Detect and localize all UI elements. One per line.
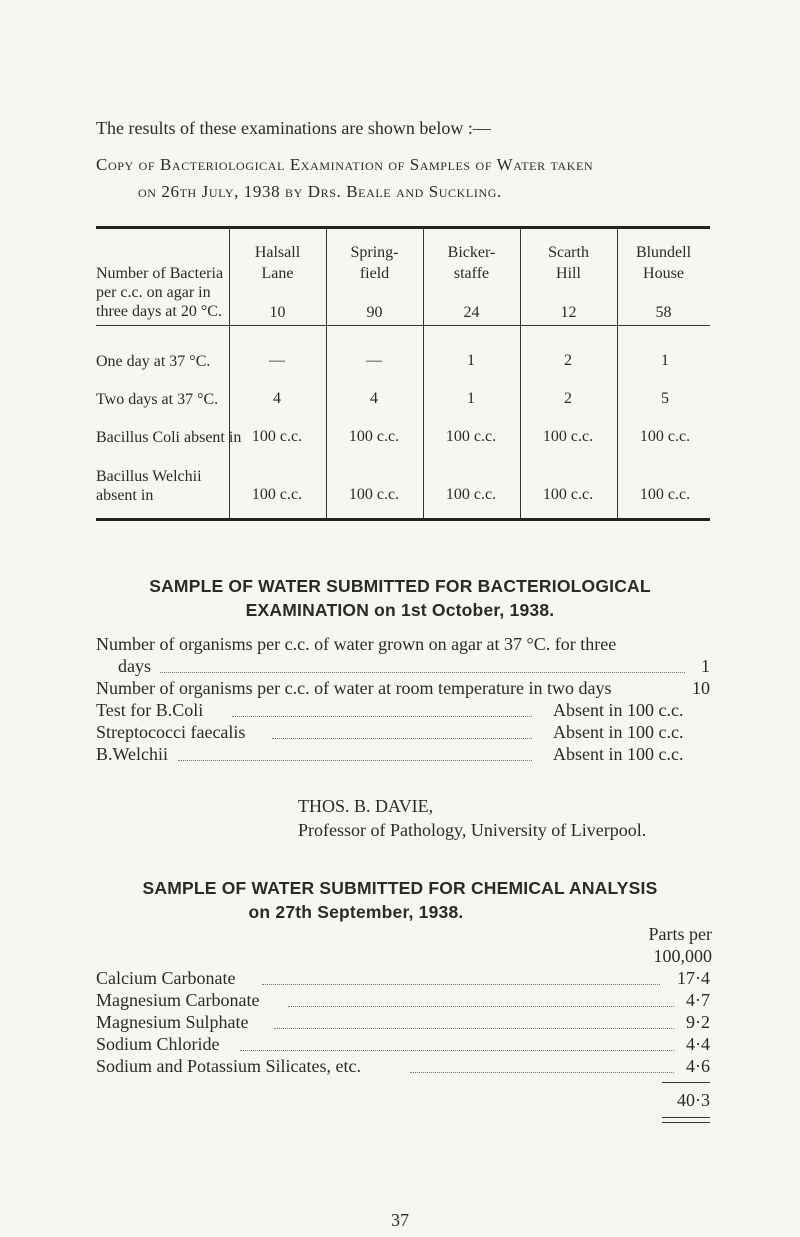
column-name: field [359, 265, 390, 282]
section-heading: SAMPLE OF WATER SUBMITTED FOR BACTERIOLOGICAL [149, 576, 651, 596]
chemical-label: Magnesium Sulphate [96, 1012, 249, 1032]
chemical-total: 40·3 [677, 1090, 710, 1110]
table-cell: 100 c.c. [542, 428, 594, 445]
column-name: Hill [556, 265, 581, 282]
table-cell: 4 [273, 390, 281, 407]
table-cell: 2 [564, 352, 572, 369]
column-name: Spring- [350, 244, 399, 261]
section-heading: SAMPLE OF WATER SUBMITTED FOR CHEMICAL ANALYSIS [142, 878, 658, 898]
chemical-value: 17·4 [677, 968, 710, 988]
chemical-label: Sodium Chloride [96, 1034, 220, 1054]
chemical-value: 4·7 [686, 990, 710, 1010]
column-name: staffe [453, 265, 490, 282]
organisms-room-line: Number of organisms per c.c. of water at room temperature in two days [96, 678, 612, 698]
section-heading: on 27th September, 1938. [248, 902, 464, 922]
chemical-value: 4·6 [686, 1056, 710, 1076]
corner-label-line-1: Number of Bacteria [96, 265, 224, 282]
corner-label-line-2: per c.c. on agar in [96, 284, 211, 301]
column-name: Lane [261, 265, 294, 282]
row-label-line-1: Bacillus Welchii [96, 468, 202, 485]
table-cell: 100 c.c. [251, 486, 303, 503]
table-cell: 1 [467, 390, 475, 407]
column-number: 24 [463, 304, 480, 321]
unit-label-line-1: Parts per [648, 924, 712, 944]
column-header-blundell-house [617, 242, 710, 323]
caption-line-1: Copy of Bacteriological Examination of Samples of Water taken [96, 155, 594, 174]
organisms-agar-line: Number of organisms per c.c. of water grown on agar at 37 °C. for three [96, 634, 617, 654]
chemical-value: 4·4 [686, 1034, 710, 1054]
corner-label-line-3: three days at 20 °C. [96, 303, 222, 320]
organisms-agar-value: 1 [701, 656, 710, 676]
table-cell: 100 c.c. [251, 428, 303, 445]
table-cell: 100 c.c. [639, 428, 691, 445]
column-header-halsall-lane [229, 242, 326, 323]
organisms-room-value: 10 [692, 678, 710, 698]
test-label: Test for B.Coli [96, 700, 204, 720]
table-cell: 2 [564, 390, 572, 407]
row-label: Bacillus Coli absent in [96, 429, 242, 446]
table-cell: 100 c.c. [445, 428, 497, 445]
unit-label-line-2: 100,000 [653, 946, 712, 966]
chemical-label: Calcium Carbonate [96, 968, 236, 988]
sum-rule [662, 1082, 710, 1083]
row-label: One day at 37 °C. [96, 353, 211, 370]
table-cell: 100 c.c. [445, 486, 497, 503]
column-number: 90 [366, 304, 383, 321]
test-label: Streptococci faecalis [96, 722, 246, 742]
test-value: Absent in 100 c.c. [553, 700, 684, 720]
table-cell: — [269, 352, 285, 369]
column-header-scarth-hill [520, 242, 617, 323]
row-label: Two days at 37 °C. [96, 391, 219, 408]
column-number: 12 [560, 304, 577, 321]
column-number: 58 [655, 304, 672, 321]
chemical-label: Sodium and Potassium Silicates, etc. [96, 1056, 361, 1076]
table-cell: 100 c.c. [542, 486, 594, 503]
test-value: Absent in 100 c.c. [553, 744, 684, 764]
signature-name: THOS. B. DAVIE, [298, 796, 434, 816]
table-cell: 5 [661, 390, 669, 407]
column-name: Blundell [635, 244, 692, 261]
table-cell: — [366, 352, 382, 369]
total-double-rule [662, 1117, 710, 1123]
test-value: Absent in 100 c.c. [553, 722, 684, 742]
page-number: 37 [391, 1210, 409, 1230]
table-cell: 1 [467, 352, 475, 369]
column-name: Scarth [548, 244, 589, 261]
caption-line-2: on 26th July, 1938 by Drs. Beale and Suckling. [138, 182, 502, 201]
table-cell: 100 c.c. [639, 486, 691, 503]
table-cell: 1 [661, 352, 669, 369]
column-name: House [643, 265, 684, 282]
organisms-agar-line-cont: days [118, 656, 151, 676]
column-name: Bicker- [447, 244, 496, 261]
signature-title: Professor of Pathology, University of Liverpool. [298, 820, 647, 840]
column-name: Halsall [254, 244, 301, 261]
row-label-line-2: absent in [96, 487, 154, 504]
table-cell: 4 [370, 390, 378, 407]
table-bottom-rule [96, 518, 710, 521]
column-number: 10 [269, 304, 286, 321]
column-header-springfield [326, 242, 423, 323]
test-label: B.Welchii [96, 744, 169, 764]
column-header-bickerstaffe [423, 242, 520, 323]
table-cell: 100 c.c. [348, 486, 400, 503]
table-cell: 100 c.c. [348, 428, 400, 445]
section-heading: EXAMINATION on 1st October, 1938. [245, 600, 555, 620]
chemical-value: 9·2 [686, 1012, 710, 1032]
intro-text: The results of these examinations are shown below :— [96, 118, 491, 138]
chemical-label: Magnesium Carbonate [96, 990, 260, 1010]
